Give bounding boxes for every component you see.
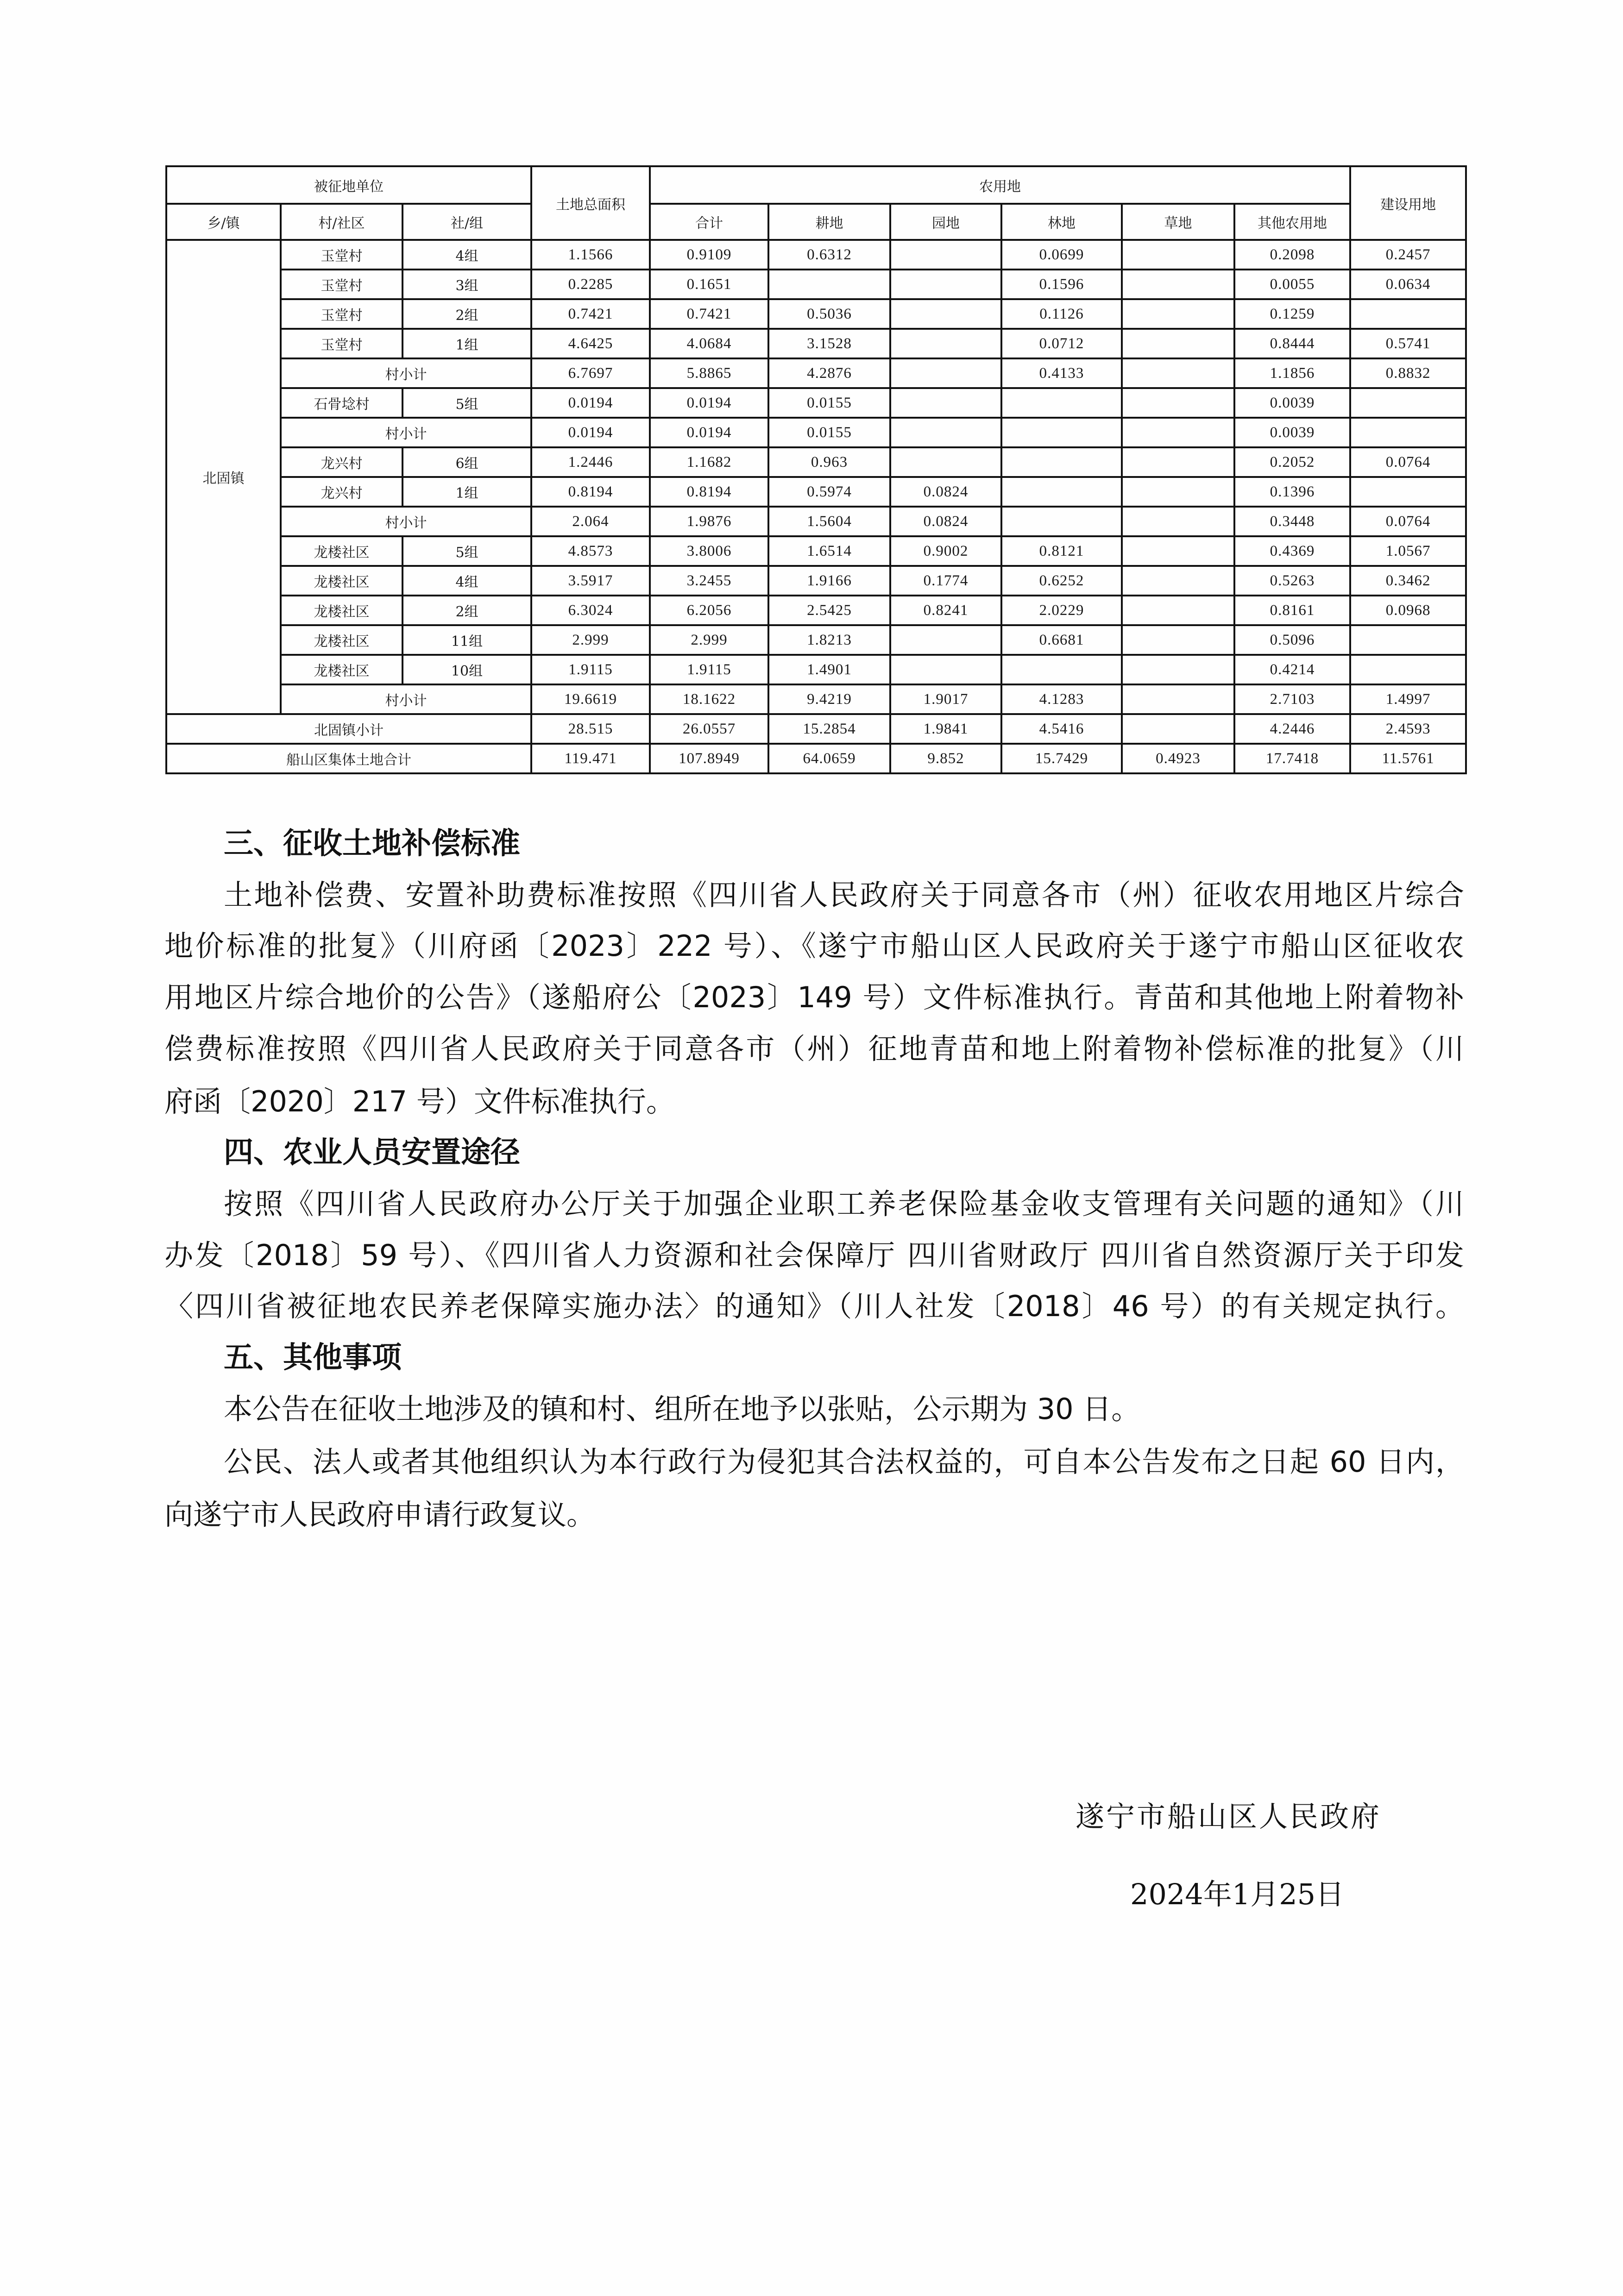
grass-cell [1122, 447, 1234, 477]
grass-cell [1122, 358, 1234, 388]
other-agri-cell: 0.8161 [1234, 596, 1350, 625]
table-row [166, 477, 1466, 507]
agri-total-cell: 1.1682 [650, 447, 768, 477]
header-cultivated: 耕地 [768, 204, 890, 240]
grass-cell [1122, 477, 1234, 507]
construction-cell: 2.4593 [1350, 714, 1466, 744]
other-agri-cell: 2.7103 [1234, 684, 1350, 714]
total-area-cell: 19.6619 [531, 684, 650, 714]
subtotal-label: 船山区集体土地合计 [166, 744, 531, 773]
village-cell: 龙楼社区 [281, 625, 403, 655]
cultivated-cell: 0.5974 [768, 477, 890, 507]
garden-cell [890, 358, 1001, 388]
forest-cell: 0.0699 [1001, 240, 1122, 270]
total-area-cell: 0.7421 [531, 299, 650, 329]
forest-cell: 0.1126 [1001, 299, 1122, 329]
subtotal-label: 北固镇小计 [166, 714, 531, 744]
garden-cell [890, 299, 1001, 329]
cultivated-cell: 3.1528 [768, 329, 890, 358]
header-other-agri: 其他农用地 [1234, 204, 1350, 240]
total-area-cell: 0.0194 [531, 418, 650, 447]
forest-cell: 4.1283 [1001, 684, 1122, 714]
grass-cell [1122, 625, 1234, 655]
agri-total-cell: 107.8949 [650, 744, 768, 773]
forest-cell [1001, 418, 1122, 447]
other-agri-cell: 0.5096 [1234, 625, 1350, 655]
village-cell: 龙兴村 [281, 447, 403, 477]
village-subtotal-row [166, 507, 1466, 536]
other-agri-cell: 0.5263 [1234, 566, 1350, 596]
forest-cell: 15.7429 [1001, 744, 1122, 773]
header-garden: 园地 [890, 204, 1001, 240]
forest-cell: 0.0712 [1001, 329, 1122, 358]
land-acquisition-table [165, 165, 1467, 774]
other-agri-cell: 0.2098 [1234, 240, 1350, 270]
other-agri-cell: 1.1856 [1234, 358, 1350, 388]
forest-cell: 2.0229 [1001, 596, 1122, 625]
group-cell: 2组 [403, 596, 531, 625]
garden-cell [890, 329, 1001, 358]
total-area-cell: 6.7697 [531, 358, 650, 388]
agri-total-cell: 0.9109 [650, 240, 768, 270]
forest-cell: 0.1596 [1001, 270, 1122, 299]
village-cell: 玉堂村 [281, 299, 403, 329]
section-3-line: 地价标准的批复》（川府函〔2023〕222 号）、《遂宁市船山区人民政府关于遂宁市船山区征收农 [164, 929, 1464, 963]
forest-cell [1001, 655, 1122, 684]
garden-cell: 0.9002 [890, 536, 1001, 566]
construction-cell: 0.8832 [1350, 358, 1466, 388]
other-agri-cell: 0.2052 [1234, 447, 1350, 477]
cultivated-cell: 15.2854 [768, 714, 890, 744]
table-row [166, 655, 1466, 684]
garden-cell [890, 388, 1001, 418]
agri-total-cell: 1.9115 [650, 655, 768, 684]
garden-cell: 1.9017 [890, 684, 1001, 714]
village-cell: 龙楼社区 [281, 566, 403, 596]
table-row [166, 596, 1466, 625]
section-5-line: 公民、法人或者其他组织认为本行政行为侵犯其合法权益的，可自本公告发布之日起 60 日内， [224, 1445, 1464, 1479]
grass-cell [1122, 270, 1234, 299]
construction-cell [1350, 299, 1466, 329]
other-agri-cell: 17.7418 [1234, 744, 1350, 773]
grass-cell [1122, 388, 1234, 418]
section-4-heading: 四、农业人员安置途径 [224, 1135, 520, 1170]
group-cell: 2组 [403, 299, 531, 329]
other-agri-cell: 0.3448 [1234, 507, 1350, 536]
group-cell: 1组 [403, 329, 531, 358]
header-agri-subtotal: 合计 [650, 204, 768, 240]
total-area-cell: 0.0194 [531, 388, 650, 418]
cultivated-cell: 0.0155 [768, 418, 890, 447]
village-cell: 玉堂村 [281, 240, 403, 270]
other-agri-cell: 0.0055 [1234, 270, 1350, 299]
header-township: 乡/镇 [166, 204, 281, 240]
construction-cell: 11.5761 [1350, 744, 1466, 773]
other-agri-cell: 0.8444 [1234, 329, 1350, 358]
agri-total-cell: 0.0194 [650, 388, 768, 418]
village-cell: 玉堂村 [281, 329, 403, 358]
construction-cell [1350, 625, 1466, 655]
garden-cell [890, 270, 1001, 299]
cultivated-cell: 0.5036 [768, 299, 890, 329]
garden-cell: 9.852 [890, 744, 1001, 773]
grass-cell [1122, 240, 1234, 270]
section-3-line: 偿费标准按照《四川省人民政府关于同意各市（州）征地青苗和地上附着物补偿标准的批复》（川 [164, 1032, 1464, 1066]
group-cell: 10组 [403, 655, 531, 684]
construction-cell: 1.4997 [1350, 684, 1466, 714]
cultivated-cell: 1.6514 [768, 536, 890, 566]
section-5-line: 本公告在征收土地涉及的镇和村、组所在地予以张贴，公示期为 30 日。 [224, 1392, 1140, 1426]
agri-total-cell: 26.0557 [650, 714, 768, 744]
header-agri-group: 农用地 [650, 166, 1350, 204]
header-construction: 建设用地 [1350, 166, 1466, 240]
total-area-cell: 28.515 [531, 714, 650, 744]
total-area-cell: 0.8194 [531, 477, 650, 507]
agri-total-cell: 18.1622 [650, 684, 768, 714]
subtotal-label: 村小计 [281, 684, 531, 714]
grass-cell [1122, 596, 1234, 625]
construction-cell [1350, 655, 1466, 684]
agri-total-cell: 6.2056 [650, 596, 768, 625]
grass-cell [1122, 655, 1234, 684]
agri-total-cell: 2.999 [650, 625, 768, 655]
construction-cell: 0.0764 [1350, 447, 1466, 477]
cultivated-cell [768, 270, 890, 299]
cultivated-cell: 2.5425 [768, 596, 890, 625]
table-row [166, 299, 1466, 329]
table-body [166, 240, 1466, 773]
garden-cell [890, 240, 1001, 270]
table-row [166, 625, 1466, 655]
grass-cell [1122, 714, 1234, 744]
section-5-heading: 五、其他事项 [224, 1341, 402, 1375]
other-agri-cell: 4.2446 [1234, 714, 1350, 744]
header-row-2 [166, 204, 1466, 240]
group-cell: 4组 [403, 566, 531, 596]
cultivated-cell: 0.963 [768, 447, 890, 477]
cultivated-cell: 0.6312 [768, 240, 890, 270]
header-village: 村/社区 [281, 204, 403, 240]
total-area-cell: 2.999 [531, 625, 650, 655]
agri-total-cell: 0.0194 [650, 418, 768, 447]
village-subtotal-row [166, 684, 1466, 714]
forest-cell: 0.6252 [1001, 566, 1122, 596]
construction-cell: 0.0634 [1350, 270, 1466, 299]
other-agri-cell: 0.1396 [1234, 477, 1350, 507]
forest-cell [1001, 388, 1122, 418]
subtotal-label: 村小计 [281, 358, 531, 388]
garden-cell [890, 447, 1001, 477]
grass-cell [1122, 507, 1234, 536]
construction-cell: 1.0567 [1350, 536, 1466, 566]
group-cell: 6组 [403, 447, 531, 477]
group-cell: 4组 [403, 240, 531, 270]
section-5-line: 向遂宁市人民政府申请行政复议。 [164, 1498, 596, 1531]
section-3-line: 府函〔2020〕217 号）文件标准执行。 [164, 1085, 675, 1118]
issuing-organization: 遂宁市船山区人民政府 [1076, 1800, 1382, 1833]
group-cell: 3组 [403, 270, 531, 299]
construction-cell [1350, 477, 1466, 507]
total-area-cell: 0.2285 [531, 270, 650, 299]
section-4-line: 办发〔2018〕59 号）、《四川省人力资源和社会保障厅 四川省财政厅 四川省自然资源厅关于印发 [164, 1238, 1464, 1272]
village-cell: 龙楼社区 [281, 655, 403, 684]
construction-cell: 0.0968 [1350, 596, 1466, 625]
table-row [166, 566, 1466, 596]
garden-cell: 0.1774 [890, 566, 1001, 596]
construction-cell: 0.2457 [1350, 240, 1466, 270]
table-row [166, 240, 1466, 270]
agri-total-cell: 3.2455 [650, 566, 768, 596]
cultivated-cell: 9.4219 [768, 684, 890, 714]
table-row [166, 329, 1466, 358]
construction-cell: 0.3462 [1350, 566, 1466, 596]
table-row [166, 270, 1466, 299]
village-cell: 龙楼社区 [281, 536, 403, 566]
cultivated-cell: 64.0659 [768, 744, 890, 773]
total-area-cell: 6.3024 [531, 596, 650, 625]
grass-cell [1122, 684, 1234, 714]
subtotal-label: 村小计 [281, 507, 531, 536]
cultivated-cell: 1.8213 [768, 625, 890, 655]
village-cell: 石骨埝村 [281, 388, 403, 418]
total-area-cell: 4.6425 [531, 329, 650, 358]
header-group: 社/组 [403, 204, 531, 240]
other-agri-cell: 0.4214 [1234, 655, 1350, 684]
construction-cell [1350, 388, 1466, 418]
header-row-1 [166, 166, 1466, 204]
cultivated-cell: 1.5604 [768, 507, 890, 536]
agri-total-cell: 0.1651 [650, 270, 768, 299]
garden-cell: 0.8241 [890, 596, 1001, 625]
section-4-line: 按照《四川省人民政府办公厅关于加强企业职工养老保险基金收支管理有关问题的通知》（川 [224, 1187, 1464, 1221]
agri-total-cell: 0.7421 [650, 299, 768, 329]
forest-cell: 0.4133 [1001, 358, 1122, 388]
village-subtotal-row [166, 358, 1466, 388]
garden-cell [890, 655, 1001, 684]
issue-date: 2024年1月25日 [1130, 1877, 1345, 1911]
grass-cell: 0.4923 [1122, 744, 1234, 773]
group-cell: 5组 [403, 536, 531, 566]
other-agri-cell: 0.1259 [1234, 299, 1350, 329]
total-area-cell: 119.471 [531, 744, 650, 773]
table-row [166, 447, 1466, 477]
garden-cell [890, 418, 1001, 447]
grass-cell [1122, 566, 1234, 596]
subtotal-label: 村小计 [281, 418, 531, 447]
header-unit-group: 被征地单位 [166, 166, 531, 204]
group-cell: 5组 [403, 388, 531, 418]
header-total-area: 土地总面积 [531, 166, 650, 240]
agri-total-cell: 3.8006 [650, 536, 768, 566]
group-cell: 1组 [403, 477, 531, 507]
section-3-heading: 三、征收土地补偿标准 [224, 827, 520, 861]
table-row [166, 388, 1466, 418]
cultivated-cell: 1.4901 [768, 655, 890, 684]
garden-cell [890, 625, 1001, 655]
town-subtotal-row [166, 714, 1466, 744]
section-3-line: 用地区片综合地价的公告》（遂船府公〔2023〕149 号）文件标准执行。青苗和其他地上附着物补 [164, 980, 1464, 1014]
forest-cell [1001, 447, 1122, 477]
construction-cell [1350, 418, 1466, 447]
other-agri-cell: 0.0039 [1234, 418, 1350, 447]
total-area-cell: 3.5917 [531, 566, 650, 596]
village-cell: 龙兴村 [281, 477, 403, 507]
group-cell: 11组 [403, 625, 531, 655]
header-forest: 林地 [1001, 204, 1122, 240]
agri-total-cell: 4.0684 [650, 329, 768, 358]
township-cell: 北固镇 [166, 240, 281, 714]
section-4-line: 〈四川省被征地农民养老保障实施办法〉的通知》（川人社发〔2018〕46 号）的有关规定执行。 [164, 1289, 1464, 1323]
grass-cell [1122, 329, 1234, 358]
forest-cell: 0.8121 [1001, 536, 1122, 566]
village-cell: 龙楼社区 [281, 596, 403, 625]
total-area-cell: 1.1566 [531, 240, 650, 270]
total-area-cell: 4.8573 [531, 536, 650, 566]
garden-cell: 1.9841 [890, 714, 1001, 744]
total-area-cell: 1.2446 [531, 447, 650, 477]
construction-cell: 0.5741 [1350, 329, 1466, 358]
construction-cell: 0.0764 [1350, 507, 1466, 536]
cultivated-cell: 0.0155 [768, 388, 890, 418]
garden-cell: 0.0824 [890, 507, 1001, 536]
grass-cell [1122, 536, 1234, 566]
other-agri-cell: 0.4369 [1234, 536, 1350, 566]
section-3-line: 土地补偿费、安置补助费标准按照《四川省人民政府关于同意各市（州）征收农用地区片综合 [224, 878, 1464, 912]
table-row [166, 536, 1466, 566]
header-grass: 草地 [1122, 204, 1234, 240]
grand-total-row [166, 744, 1466, 773]
total-area-cell: 1.9115 [531, 655, 650, 684]
total-area-cell: 2.064 [531, 507, 650, 536]
forest-cell: 4.5416 [1001, 714, 1122, 744]
other-agri-cell: 0.0039 [1234, 388, 1350, 418]
village-subtotal-row [166, 418, 1466, 447]
forest-cell: 0.6681 [1001, 625, 1122, 655]
grass-cell [1122, 418, 1234, 447]
garden-cell: 0.0824 [890, 477, 1001, 507]
agri-total-cell: 0.8194 [650, 477, 768, 507]
grass-cell [1122, 299, 1234, 329]
forest-cell [1001, 477, 1122, 507]
agri-total-cell: 5.8865 [650, 358, 768, 388]
village-cell: 玉堂村 [281, 270, 403, 299]
cultivated-cell: 4.2876 [768, 358, 890, 388]
forest-cell [1001, 507, 1122, 536]
cultivated-cell: 1.9166 [768, 566, 890, 596]
agri-total-cell: 1.9876 [650, 507, 768, 536]
